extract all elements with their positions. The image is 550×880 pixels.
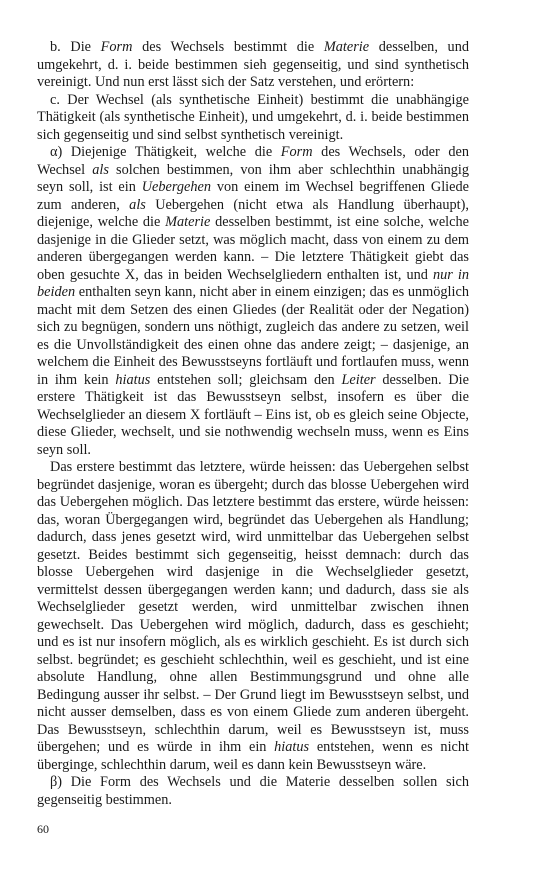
text-run: β) Die Form des Wechsels und die Materie desselben sollen sich gegenseitig bestimmen. xyxy=(37,774,469,808)
text-run: enthalten seyn kann, nicht aber in einem einzigen; das es unmöglich macht mit dem Setzen des einen Gliedes (der Realität oder der Negation) sich zu begnügen, sondern uns nöthigt, zugleich das andere zu setzen, weil es die Unvollständigkeit des einen ohne das andere zeigt; – dasjenige, an welchem die Einheit des Bewusstseyns fortläuft und fortlaufen muss, wenn in ihm kein xyxy=(37,284,469,388)
text-run: des Wechsels bestimmt die xyxy=(132,39,324,55)
paragraph-b xyxy=(37,39,469,92)
text-run: Uebergehen (nicht etwa als Handlung überhaupt), diejenige, welche die xyxy=(37,196,469,230)
text-run: entstehen, wenn es nicht überginge, schlechthin darum, weil es dann kein Bewusstseyn wäre. xyxy=(37,739,470,773)
text-run: desselben bestimmt, ist eine solche, welche dasjenige in die Glieder setzt, was möglich macht, dass von einem zu dem anderen übergegangen werden kann. – Die letztere Thätigkeit giebt das oben gesuchte X, das in beiden Wechselgliedern enthalten ist, und xyxy=(37,214,469,283)
text-run: c. Der Wechsel (als synthetische Einheit) bestimmt die unabhängige Thätigkeit (als synthetische Einheit), und umgekehrt, d. i. beide bestimmen sich gegenseitig und sind selbst synthetisch vereinigt. xyxy=(37,91,469,143)
paragraph-alpha xyxy=(37,144,469,459)
text-run: entstehen soll; gleichsam den xyxy=(150,371,342,388)
italic-emphasis: Leiter xyxy=(341,371,376,388)
text-run: b. Die xyxy=(50,39,101,55)
page-number: 60 xyxy=(37,822,49,836)
text-run: α) Diejenige Thätigkeit, welche die xyxy=(50,144,281,160)
paragraph-erstere xyxy=(37,459,469,774)
italic-emphasis: Form xyxy=(100,39,133,55)
italic-emphasis: als xyxy=(129,196,146,213)
italic-emphasis: nur in beiden xyxy=(37,266,469,300)
text-run: von einem im Wechsel begriffenen Gliede zum anderen, xyxy=(37,179,469,213)
page-body xyxy=(37,39,469,809)
text-run: desselben, und umgekehrt, d. i. beide bestimmen sieh gegenseitig, und sind synthetisch vereinigt. Und nun erst lässt sich der Satz verstehen, und erörtern: xyxy=(37,39,469,90)
italic-emphasis: Materie xyxy=(165,214,211,230)
paragraph-beta xyxy=(37,774,469,809)
italic-emphasis: hiatus xyxy=(115,371,151,388)
italic-emphasis: Materie xyxy=(323,39,370,55)
italic-emphasis: als xyxy=(92,161,109,178)
text-run: desselben. Die erstere Thätigkeit ist das Bewusstseyn selbst, insofern es über die Wechselglieder an diesem X fortläuft – Eins ist, ob es gleich seine Objecte, diese Glieder, wechselt, und sie nothwendig wechseln muss, wenn es Eins seyn soll. xyxy=(37,371,469,458)
italic-emphasis: Form xyxy=(280,144,313,160)
text-run: des Wechsels, oder den Wechsel xyxy=(37,144,469,178)
italic-emphasis: hiatus xyxy=(274,739,310,755)
text-run: solchen bestimmen, von ihm aber schlechthin unabhängig seyn soll, ist ein xyxy=(37,161,469,195)
paragraph-c xyxy=(37,92,469,145)
italic-emphasis: Uebergehen xyxy=(141,179,212,195)
text-run: Das erstere bestimmt das letztere, würde heissen: das Uebergehen selbst begründet dasjenige, woran es übergeht; durch das blosse Uebergehen wird das Uebergehen möglich. Das letztere bestimmt das erstere, würde heissen: das, woran Übergegangen wird, begründet das Uebergehen als Handlung; dadurch, dass jenes gesetzt wird, wird unmittelbar das Uebergehen selbst gesetzt. Beides bestimmt sich gegenseitig, heisst demnach: durch das blosse Uebergehen wird dasjenige in die Wechselglieder gesetzt, vermittelst dessen übergegangen werden kann; und dadurch, dass sie als Wechselglieder gesetzt werden, wird unmittelbar zwischen ihnen gewechselt. Das Uebergehen wird möglich, dadurch, dass es geschieht; und es ist nur insofern möglich, als es wirklich geschieht. Es ist durch sich selbst. begründet; es geschieht schlechthin, weil es geschieht, und ist eine absolute Handlung, ohne allen Bestimmungsgrund und ohne alle Bedingung ausser ihr selbst. – Der Grund liegt im Bewusstseyn selbst, und nicht ausser demselben, dass es von einem Gliede zum anderen übergeht. Das Bewusstseyn, schlechthin darum, weil es Bewusstseyn ist, muss übergehen; und es würde in ihm ein xyxy=(37,459,469,755)
